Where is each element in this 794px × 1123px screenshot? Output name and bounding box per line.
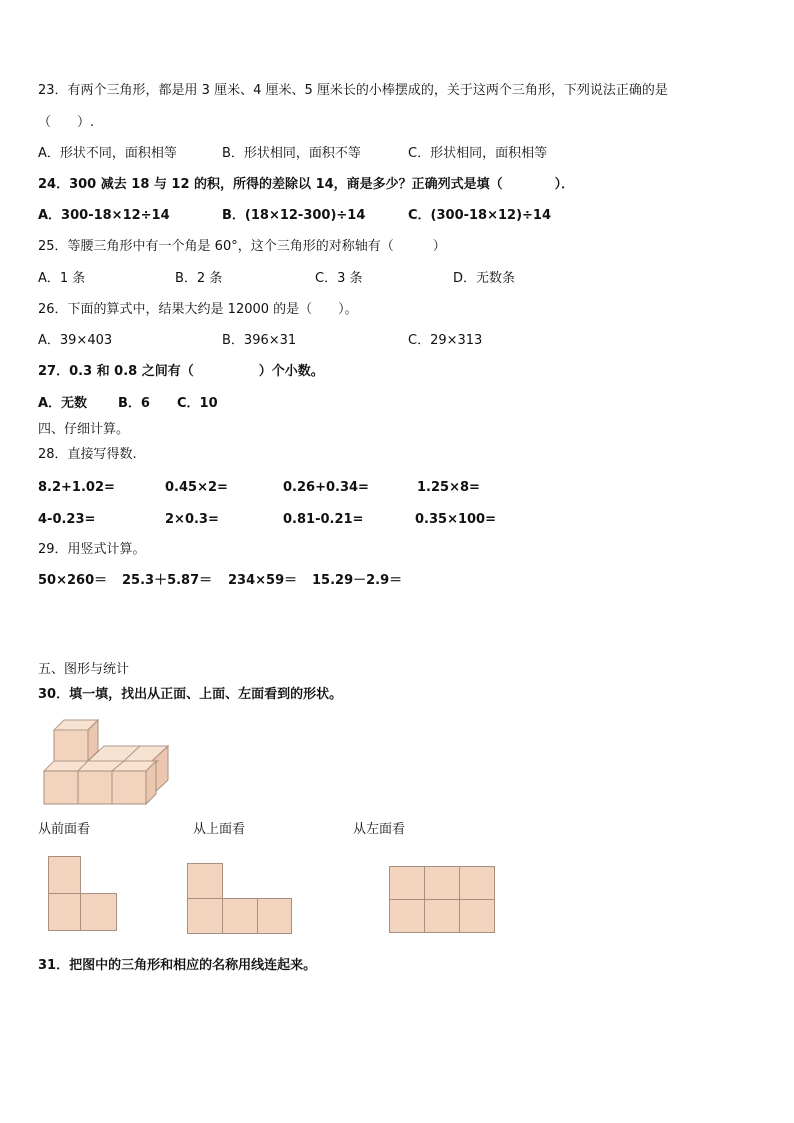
q28-expr-2: 0.45×2= (165, 480, 228, 495)
view-square (223, 899, 258, 934)
view-square (460, 867, 495, 900)
view-square (188, 864, 223, 899)
q28-expr-3: 0.26+0.34= (283, 480, 369, 495)
q27-option-c: C．10 (177, 396, 218, 411)
q29-expr-4: 15.29－2.9＝ (312, 573, 403, 588)
q23-option-b: B．形状相同，面积不等 (222, 146, 361, 161)
q24-option-a: A．300-18×12÷14 (38, 208, 170, 223)
view-square (49, 857, 81, 894)
q28-text: 28．直接写得数. (38, 447, 137, 462)
section-5-heading: 五、图形与统计 (38, 662, 130, 677)
q26-text: 26．下面的算式中，结果大约是 12000 的是（ ）。 (38, 302, 358, 317)
q23-blank: （ ）. (38, 115, 95, 130)
cube-arrangement-figure (40, 716, 175, 808)
view-label-top: 从上面看 (193, 822, 246, 837)
q24-option-b: B．(18×12-300)÷14 (222, 208, 366, 223)
cube-front-face (44, 771, 78, 804)
q27-option-b: B．6 (118, 396, 150, 411)
q31-text: 31．把图中的三角形和相应的名称用线连起来。 (38, 958, 317, 973)
q25-option-d: D．无数条 (453, 271, 516, 286)
q23-text: 23．有两个三角形，都是用 3 厘米、4 厘米、5 厘米长的小棒摆成的，关于这两个三角形，下列说法正确的是 (38, 83, 668, 98)
view-square (49, 894, 81, 931)
section-4-heading: 四、仔细计算。 (38, 422, 130, 437)
cube-front-face (54, 730, 88, 761)
view-label-front: 从前面看 (38, 822, 91, 837)
view-square (460, 900, 495, 933)
q29-expr-1: 50×260＝ (38, 573, 108, 588)
view-square (390, 900, 425, 933)
q30-text: 30．填一填，找出从正面、上面、左面看到的形状。 (38, 687, 343, 702)
front-view-figure (48, 856, 118, 932)
left-view-figure (389, 866, 496, 934)
q29-text: 29．用竖式计算。 (38, 542, 146, 557)
q28-expr-1: 8.2+1.02= (38, 480, 115, 495)
q27-text: 27．0.3 和 0.8 之间有（ ）个小数。 (38, 364, 324, 379)
cube-front-face (112, 771, 146, 804)
q27-option-a: A．无数 (38, 396, 88, 411)
cube-front-face (78, 771, 112, 804)
q23-option-c: C．形状相同，面积相等 (408, 146, 548, 161)
q24-option-c: C．(300-18×12)÷14 (408, 208, 552, 223)
q23-option-a: A．形状不同，面积相等 (38, 146, 177, 161)
q28-expr-7: 0.81-0.21= (283, 512, 364, 527)
view-square (425, 867, 460, 900)
view-square (81, 894, 117, 931)
view-square (188, 899, 223, 934)
q26-option-b: B．396×31 (222, 333, 297, 348)
q28-expr-8: 0.35×100= (415, 512, 496, 527)
q29-expr-2: 25.3＋5.87＝ (122, 573, 213, 588)
view-square (425, 900, 460, 933)
top-view-figure (187, 863, 293, 934)
view-square (390, 867, 425, 900)
q25-text: 25．等腰三角形中有一个角是 60°，这个三角形的对称轴有（ ） (38, 239, 446, 254)
view-label-left: 从左面看 (353, 822, 406, 837)
q24-text: 24．300 减去 18 与 12 的积，所得的差除以 14，商是多少？正确列式是填（ ）． (38, 177, 575, 192)
q25-option-c: C．3 条 (315, 271, 363, 286)
q26-option-c: C．29×313 (408, 333, 483, 348)
q28-expr-4: 1.25×8= (417, 480, 480, 495)
q29-expr-3: 234×59＝ (228, 573, 298, 588)
q25-option-b: B．2 条 (175, 271, 223, 286)
q26-option-a: A．39×403 (38, 333, 113, 348)
q28-expr-6: 2×0.3= (165, 512, 219, 527)
view-square (258, 899, 292, 934)
q28-expr-5: 4-0.23= (38, 512, 96, 527)
q25-option-a: A．1 条 (38, 271, 86, 286)
